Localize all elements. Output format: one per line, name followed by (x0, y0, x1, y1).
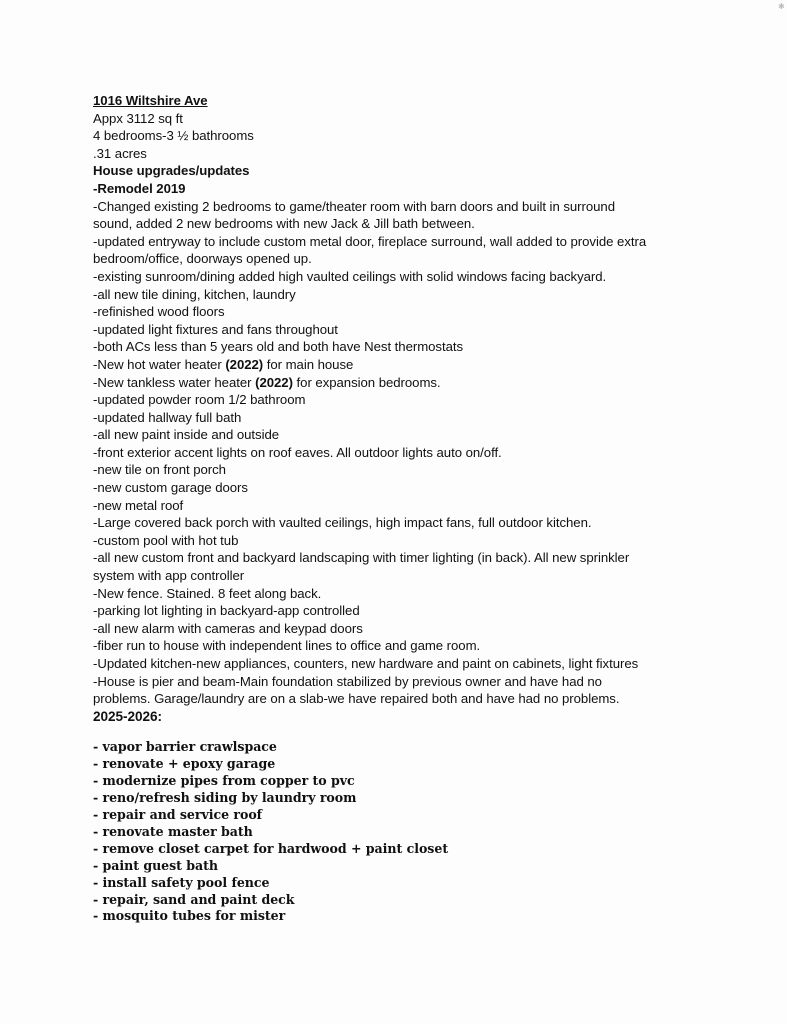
list-item: -both ACs less than 5 years old and both have Nest thermostats (93, 339, 464, 355)
list-item: -all new paint inside and outside (93, 427, 280, 443)
plan-item: - repair, sand and paint deck (93, 891, 295, 907)
list-item: -updated entryway to include custom metal door, fireplace surround, wall added to provide extra (93, 233, 647, 249)
document-title: 1016 Wiltshire Ave (93, 93, 208, 108)
list-item: -parking lot lighting in backyard-app controlled (93, 603, 360, 619)
list-item: -fiber run to house with independent lines to office and game room. (93, 638, 481, 654)
plan-item: - renovate master bath (93, 823, 253, 839)
list-item-tankless (93, 374, 733, 392)
item-year: (2022) (255, 374, 293, 390)
list-item: -new tile on front porch (93, 462, 226, 478)
plan-item: - modernize pipes from copper to pvc (93, 773, 355, 789)
list-item: -updated powder room 1/2 bathroom (93, 392, 306, 408)
list-item: -existing sunroom/dining added high vaulted ceilings with solid windows facing backyard. (93, 268, 607, 284)
plan-item: - remove closet carpet for hardwood + paint closet (93, 840, 449, 856)
list-item: -refinished wood floors (93, 304, 225, 320)
list-item: system with app controller (93, 568, 245, 584)
list-item: -updated light fixtures and fans throughout (93, 321, 338, 337)
plan-item: - repair and service roof (93, 807, 263, 822)
list-item: -Changed existing 2 bedrooms to game/theater room with barn doors and built in surround (93, 198, 615, 214)
list-item: problems. Garage/laundry are on a slab-we have repaired both and have had no problems. (93, 691, 620, 707)
list-item: -Updated kitchen-new appliances, counters, new hardware and paint on cabinets, light fixtures (93, 656, 639, 671)
document-body (93, 92, 733, 925)
list-item: -Large covered back porch with vaulted ceilings, high impact fans, full outdoor kitchen. (93, 515, 592, 531)
plan-item: - vapor barrier crawlspace (93, 739, 277, 755)
item-text: for expansion bedrooms. (292, 374, 441, 390)
info-line: .31 acres (93, 145, 147, 161)
plan-item: - renovate + epoxy garage (93, 756, 276, 772)
item-year: (2022) (225, 356, 264, 372)
list-item: -updated hallway full bath (93, 409, 242, 425)
item-text: -New tankless water heater (93, 374, 256, 390)
list-item: -front exterior accent lights on roof eaves. All outdoor lights auto on/off. (93, 444, 502, 460)
plan-item: - install safety pool fence (93, 874, 270, 890)
list-item: bedroom/office, doorways opened up. (93, 251, 312, 267)
list-item: -New fence. Stained. 8 feet along back. (93, 585, 322, 601)
item-text: -New hot water heater (93, 356, 226, 372)
list-item-hot-water (93, 356, 733, 374)
info-line: Appx 3112 sq ft (93, 110, 183, 126)
info-line: 4 bedrooms-3 ½ bathrooms (93, 128, 254, 144)
list-item: -new custom garage doors (93, 480, 248, 496)
plans-list (93, 739, 733, 925)
plan-item: - mosquito tubes for mister (93, 908, 286, 924)
list-item: -new metal roof (93, 497, 184, 513)
section-heading-plans: 2025-2026: (93, 708, 163, 724)
scan-artifact-icon: ✱ (778, 2, 785, 11)
list-item: -all new alarm with cameras and keypad doors (93, 620, 363, 636)
list-item: -House is pier and beam-Main foundation stabilized by previous owner and have had no (93, 673, 602, 689)
list-item: sound, added 2 new bedrooms with new Jack & Jill bath between. (93, 216, 475, 232)
list-item: -all new tile dining, kitchen, laundry (93, 286, 296, 302)
plan-item: - paint guest bath (93, 857, 219, 873)
list-item: -all new custom front and backyard landscaping with timer lighting (in back). All new sprinkler (93, 550, 630, 566)
list-item: -custom pool with hot tub (93, 532, 239, 548)
remodel-heading: -Remodel 2019 (93, 180, 186, 196)
plan-item: - reno/refresh siding by laundry room (93, 790, 357, 806)
section-heading-upgrades: House upgrades/updates (93, 163, 250, 179)
upgrades-list (93, 198, 733, 708)
item-text: for main house (263, 356, 354, 372)
